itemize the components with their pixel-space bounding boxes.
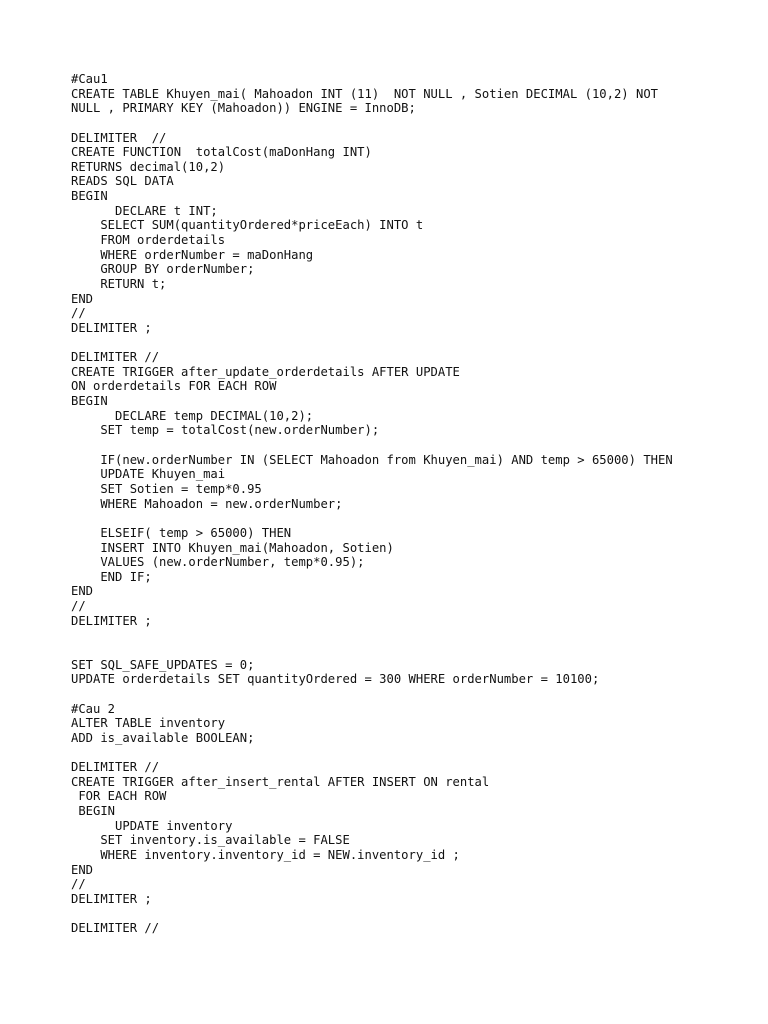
code-line: #Cau1: [71, 72, 108, 86]
code-line: GROUP BY orderNumber;: [71, 262, 255, 277]
code-line: UPDATE Khuyen_mai: [71, 467, 226, 482]
code-line: CREATE FUNCTION totalCost(maDonHang INT): [71, 145, 372, 160]
code-line: BEGIN: [71, 394, 108, 409]
code-line: FOR EACH ROW: [71, 789, 167, 804]
code-line: CREATE TABLE Khuyen_mai( Mahoadon INT (11) NOT NULL , Sotien DECIMAL (10,2) NOT: [71, 86, 658, 101]
code-line: [71, 643, 751, 658]
code-line: DELIMITER ;: [71, 320, 152, 335]
code-line: BEGIN: [71, 189, 108, 204]
code-line: END IF;: [71, 569, 152, 584]
code-line: [71, 116, 751, 131]
code-line: CREATE TRIGGER after_update_orderdetails AFTER UPDATE: [71, 364, 460, 379]
code-line: DELIMITER ;: [71, 891, 152, 906]
code-line: WHERE inventory.inventory_id = NEW.inventory_id ;: [71, 847, 460, 862]
code-line: SET inventory.is_available = FALSE: [71, 833, 350, 848]
code-line: //: [71, 877, 86, 892]
code-line: [71, 628, 751, 643]
code-line: RETURN t;: [71, 276, 167, 291]
code-line: END: [71, 584, 94, 599]
code-line: [71, 511, 751, 526]
code-line: UPDATE inventory: [71, 818, 233, 833]
code-line: ALTER TABLE inventory: [71, 716, 226, 731]
code-line: DELIMITER //: [71, 760, 160, 775]
code-line: DELIMITER //: [71, 350, 160, 365]
code-line: SET SQL_SAFE_UPDATES = 0;: [71, 657, 255, 672]
code-line: DELIMITER //: [71, 130, 167, 145]
code-line: [71, 745, 751, 760]
code-line: //: [71, 599, 86, 614]
code-line: ADD is_available BOOLEAN;: [71, 730, 255, 745]
code-line: BEGIN: [71, 804, 116, 819]
code-line: DECLARE temp DECIMAL(10,2);: [71, 408, 314, 423]
code-line: UPDATE orderdetails SET quantityOrdered = 300 WHERE orderNumber = 10100;: [71, 672, 600, 687]
code-line: INSERT INTO Khuyen_mai(Mahoadon, Sotien): [71, 540, 394, 555]
code-line: [71, 687, 751, 702]
code-line: DELIMITER //: [71, 921, 160, 936]
code-line: ON orderdetails FOR EACH ROW: [71, 379, 277, 394]
code-line: VALUES (new.orderNumber, temp*0.95);: [71, 555, 365, 570]
code-line: DECLARE t INT;: [71, 203, 218, 218]
code-line: SET temp = totalCost(new.orderNumber);: [71, 423, 380, 438]
code-line: [71, 438, 751, 453]
code-line: NULL , PRIMARY KEY (Mahoadon)) ENGINE = InnoDB;: [71, 101, 416, 116]
code-line: SET Sotien = temp*0.95: [71, 481, 262, 496]
code-line: SELECT SUM(quantityOrdered*priceEach) INTO t: [71, 218, 424, 233]
code-line: #Cau 2: [71, 701, 116, 716]
code-line: WHERE Mahoadon = new.orderNumber;: [71, 496, 343, 511]
code-line: [71, 907, 751, 922]
code-line: END: [71, 291, 94, 306]
code-line: //: [71, 306, 86, 321]
code-line: CREATE TRIGGER after_insert_rental AFTER INSERT ON rental: [71, 774, 490, 789]
sql-code-block: [71, 72, 751, 936]
code-line: IF(new.orderNumber IN (SELECT Mahoadon from Khuyen_mai) AND temp > 65000) THEN: [71, 452, 673, 467]
code-line: END: [71, 862, 94, 877]
code-line: ELSEIF( temp > 65000) THEN: [71, 525, 292, 540]
code-line: READS SQL DATA: [71, 174, 174, 189]
code-line: RETURNS decimal(10,2): [71, 159, 226, 174]
code-line: [71, 336, 751, 351]
code-line: FROM orderdetails: [71, 233, 226, 248]
code-line: DELIMITER ;: [71, 613, 152, 628]
code-line: WHERE orderNumber = maDonHang: [71, 247, 314, 262]
